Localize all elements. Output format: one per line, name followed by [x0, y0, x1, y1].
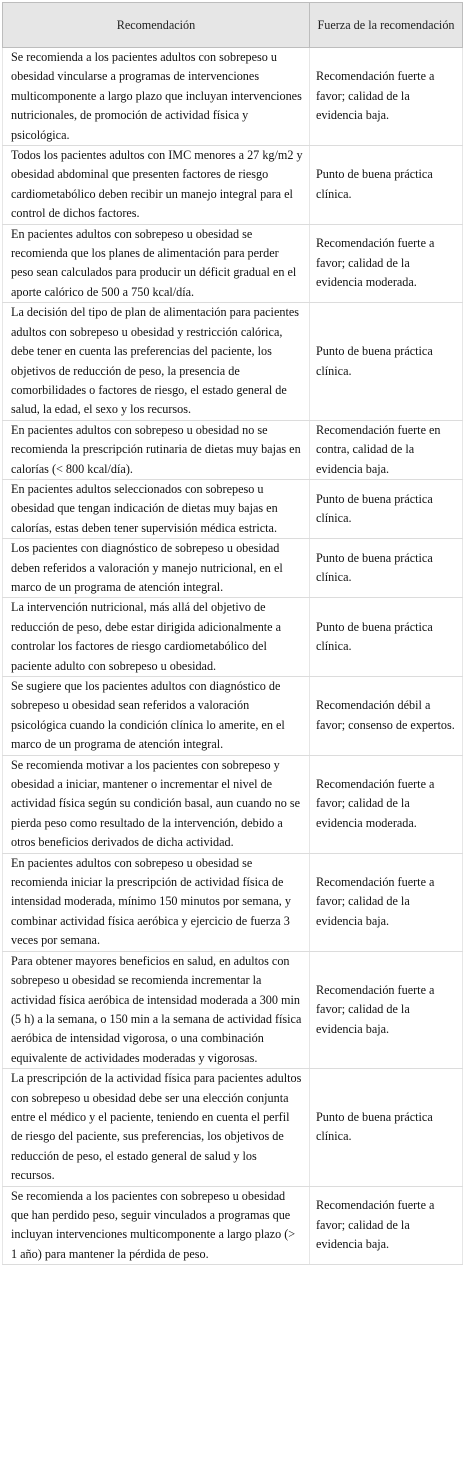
recommendation-cell: Se recomienda a los pacientes adultos con sobrepeso u obesidad vincularse a programas de intervenciones multicomponente a largo plazo que incluyan intervenciones nutricionales, de promoción de actividad física y psicológica.	[3, 48, 310, 146]
recommendation-cell: La prescripción de la actividad física para pacientes adultos con sobrepeso u obesidad debe ser una elección conjunta entre el médico y el paciente, teniendo en cuenta el perfil de riesgo del paciente, sus preferencias, los objetivos de reducción de peso, el estado general de salud y los recursos.	[3, 1069, 310, 1186]
strength-cell: Punto de buena práctica clínica.	[310, 146, 463, 225]
recommendation-cell: Para obtener mayores beneficios en salud, en adultos con sobrepeso u obesidad se recomienda incrementar la actividad física aeróbica de intensidad moderada a 300 min (5 h) a la semana, o 150 min a la semana de actividad física aeróbica de intensidad vigorosa, o una combinación equivalente de actividades moderadas y vigorosas.	[3, 951, 310, 1068]
recommendations-table	[2, 2, 463, 1265]
table-row	[3, 598, 463, 677]
recommendation-cell: Se recomienda motivar a los pacientes con sobrepeso y obesidad a iniciar, mantener o incrementar el nivel de actividad física según su condición basal, aun cuando no se pierda peso como resultado de la intervención, debido a otros beneficios derivados de dicha actividad.	[3, 755, 310, 853]
strength-cell: Punto de buena práctica clínica.	[310, 598, 463, 677]
strength-cell: Recomendación fuerte a favor; calidad de la evidencia baja.	[310, 48, 463, 146]
strength-cell: Punto de buena práctica clínica.	[310, 1069, 463, 1186]
table-row	[3, 479, 463, 538]
strength-cell: Punto de buena práctica clínica.	[310, 303, 463, 420]
table-row	[3, 224, 463, 303]
recommendation-cell: La decisión del tipo de plan de alimentación para pacientes adultos con sobrepeso u obesidad y restricción calórica, debe tener en cuenta las preferencias del paciente, los objetivos de reducción de peso, la presencia de comorbilidades o factores de riesgo, el estado general de salud, la edad, el sexo y los recursos.	[3, 303, 310, 420]
strength-cell: Recomendación fuerte a favor; calidad de la evidencia moderada.	[310, 755, 463, 853]
strength-cell: Punto de buena práctica clínica.	[310, 479, 463, 538]
header-strength: Fuerza de la recomendación	[310, 3, 463, 48]
strength-cell: Recomendación fuerte a favor; calidad de la evidencia baja.	[310, 853, 463, 951]
recommendation-cell: En pacientes adultos con sobrepeso u obesidad se recomienda que los planes de alimentación para perder peso sean calculados para producir un déficit gradual en el aporte calórico de 500 a 750 kcal/día.	[3, 224, 310, 303]
table-row	[3, 146, 463, 225]
recommendation-cell: Los pacientes con diagnóstico de sobrepeso u obesidad deben referidos a valoración y manejo nutricional, en el marco de un programa de atención integral.	[3, 539, 310, 598]
strength-cell: Punto de buena práctica clínica.	[310, 539, 463, 598]
table-row	[3, 677, 463, 756]
table-header-row	[3, 3, 463, 48]
table-row	[3, 755, 463, 853]
recommendation-cell: La intervención nutricional, más allá del objetivo de reducción de peso, debe estar dirigida adicionalmente a controlar los factores de riesgo cardiometabólico del paciente adulto con sobrepeso u obesidad.	[3, 598, 310, 677]
strength-cell: Recomendación fuerte a favor; calidad de la evidencia baja.	[310, 1186, 463, 1265]
table-row	[3, 1186, 463, 1265]
table-row	[3, 303, 463, 420]
recommendation-cell: En pacientes adultos seleccionados con sobrepeso u obesidad que tengan indicación de dietas muy bajas en calorías, estas deben tener supervisión médica estricta.	[3, 479, 310, 538]
table-row	[3, 951, 463, 1068]
strength-cell: Recomendación fuerte a favor; calidad de la evidencia moderada.	[310, 224, 463, 303]
recommendation-cell: Se recomienda a los pacientes con sobrepeso u obesidad que han perdido peso, seguir vinculados a programas que incluyan intervenciones multicomponente a largo plazo (> 1 año) para mantener la pérdida de peso.	[3, 1186, 310, 1265]
table-row	[3, 539, 463, 598]
strength-cell: Recomendación fuerte a favor; calidad de la evidencia baja.	[310, 951, 463, 1068]
recommendation-cell: Todos los pacientes adultos con IMC menores a 27 kg/m2 y obesidad abdominal que presenten factores de riesgo cardiometabólico deben recibir un manejo integral para el control de dichos factores.	[3, 146, 310, 225]
header-recommendation: Recomendación	[3, 3, 310, 48]
table-row	[3, 1069, 463, 1186]
recommendation-cell: En pacientes adultos con sobrepeso u obesidad se recomienda iniciar la prescripción de actividad física de intensidad moderada, mínimo 150 minutos por semana, y combinar actividad física aeróbica y ejercicio de fuerza 3 veces por semana.	[3, 853, 310, 951]
recommendation-cell: Se sugiere que los pacientes adultos con diagnóstico de sobrepeso u obesidad sean referidos a valoración psicológica cuando la condición clínica lo amerite, en el marco de un programa de atención integral.	[3, 677, 310, 756]
table-row	[3, 420, 463, 479]
strength-cell: Recomendación fuerte en contra, calidad de la evidencia baja.	[310, 420, 463, 479]
table-row	[3, 853, 463, 951]
table-row	[3, 48, 463, 146]
strength-cell: Recomendación débil a favor; consenso de expertos.	[310, 677, 463, 756]
recommendation-cell: En pacientes adultos con sobrepeso u obesidad no se recomienda la prescripción rutinaria de dietas muy bajas en calorías (< 800 kcal/día).	[3, 420, 310, 479]
